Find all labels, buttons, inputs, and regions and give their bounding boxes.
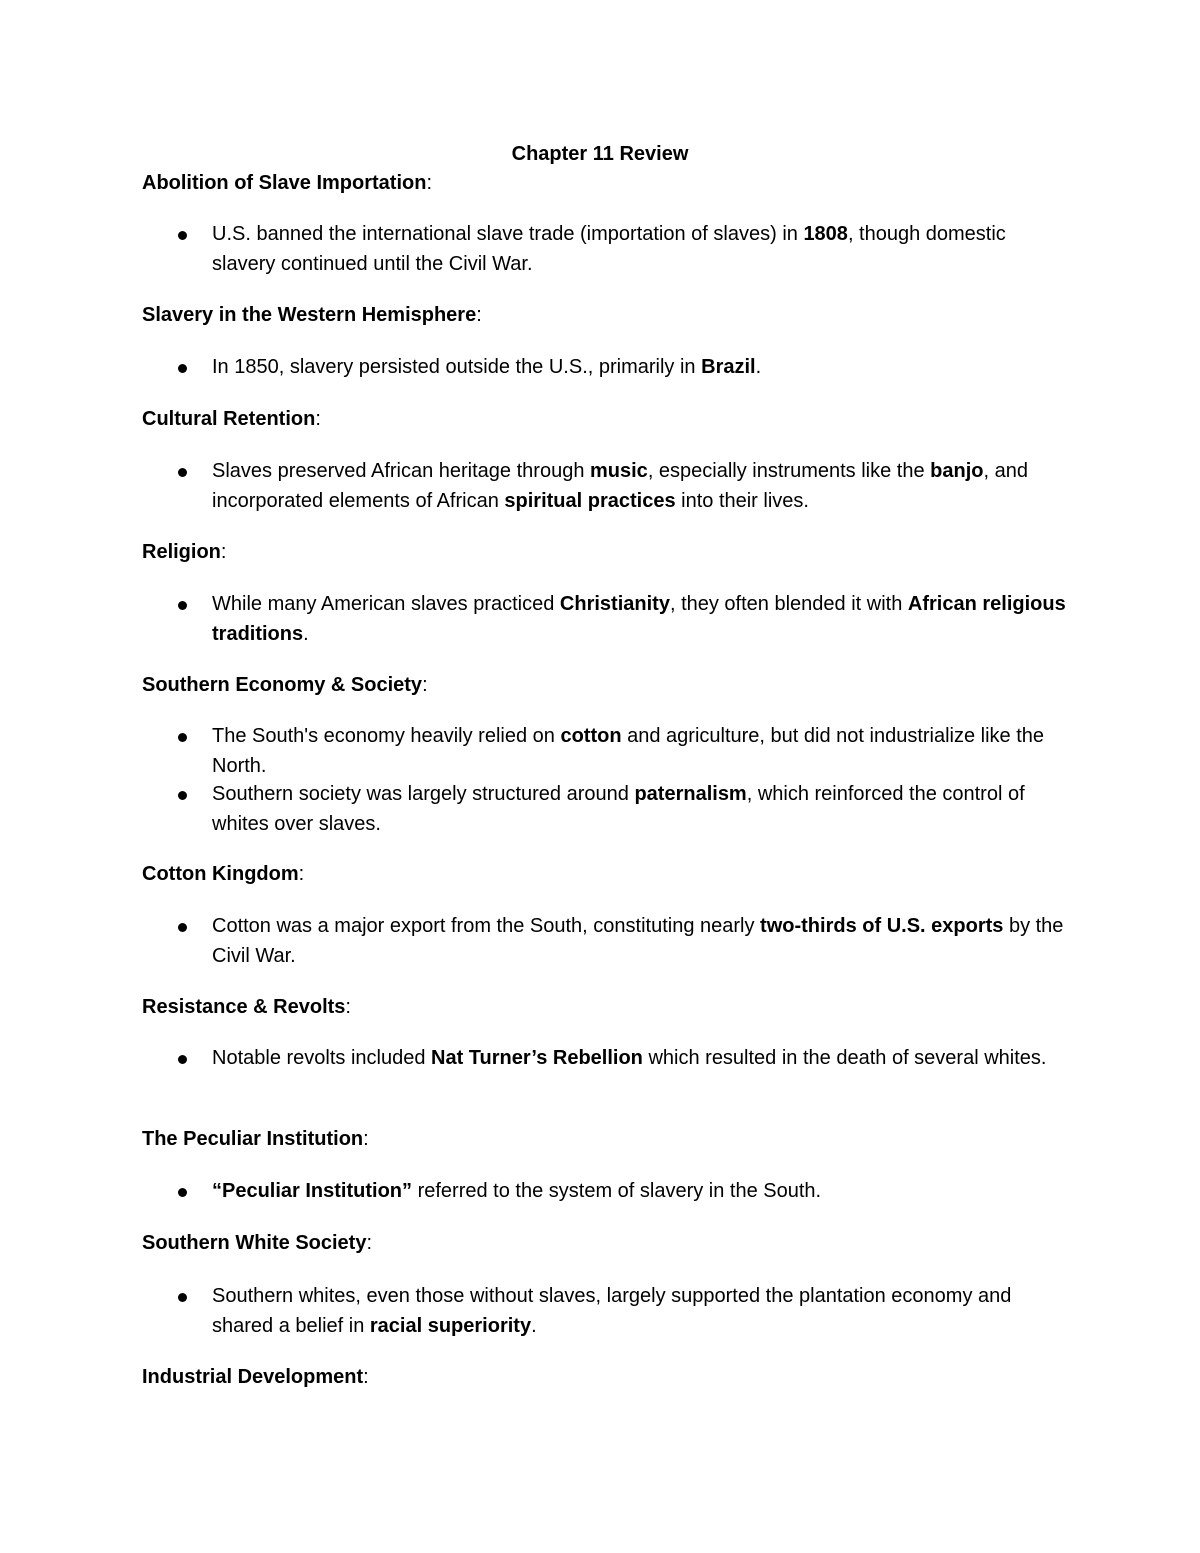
bullet-icon	[178, 733, 187, 742]
bullet-bold-text: paternalism	[634, 783, 747, 805]
section-heading-abolition	[142, 170, 432, 196]
heading-colon: :	[298, 863, 305, 885]
bullet-text: which resulted in the death of several whites.	[642, 1047, 1047, 1069]
bullet-text: , and incorporated elements of African	[212, 460, 1028, 512]
bullet-icon	[178, 468, 187, 477]
bullet-text: referred to the system of slavery in the South.	[412, 1180, 822, 1202]
section-heading-resistance	[142, 994, 351, 1020]
bullet-text: Southern society was largely structured around	[212, 783, 635, 805]
bullet-bold-text: two-thirds of U.S. exports	[760, 915, 1004, 937]
bullet-icon	[178, 364, 187, 373]
section-heading-cultural-retention	[142, 406, 321, 432]
heading-colon: :	[345, 996, 351, 1018]
bullet-icon	[178, 231, 187, 240]
bullet-text: by the Civil War.	[212, 915, 1064, 967]
list-item	[142, 1177, 1072, 1207]
bullet-bold-text: spiritual practices	[504, 489, 676, 512]
section-heading-religion	[142, 539, 226, 565]
bullet-icon	[178, 601, 187, 610]
bullet-icon	[178, 1293, 187, 1302]
list-item	[142, 912, 1072, 971]
list-item	[142, 590, 1072, 649]
heading-text: Southern White Society	[142, 1232, 367, 1254]
bullet-text: and agriculture, but did not industrialize like the North.	[212, 725, 1045, 777]
heading-text: Cultural Retention	[142, 408, 316, 430]
section-heading-peculiar-institution	[142, 1126, 369, 1152]
bullet-bold-text: “Peculiar Institution”	[212, 1180, 413, 1202]
list-item	[142, 1282, 1072, 1341]
section-heading-industrial-development	[142, 1364, 369, 1390]
list-item	[142, 353, 1072, 383]
bullet-icon	[178, 923, 187, 932]
bullet-text: , which reinforced the control of whites over slaves.	[212, 783, 1025, 835]
heading-text: The Peculiar Institution	[142, 1128, 364, 1150]
bullet-text: .	[755, 356, 762, 378]
list-item	[142, 220, 1072, 279]
heading-colon: :	[366, 1232, 373, 1254]
list-item	[142, 722, 1072, 781]
heading-colon: :	[220, 541, 227, 563]
section-heading-southern-white-society	[142, 1230, 372, 1256]
bullet-text: , they often blended it with	[669, 593, 908, 615]
heading-text: Resistance & Revolts	[142, 996, 346, 1018]
bullet-bold-text: 1808	[803, 223, 848, 245]
bullet-text: U.S. banned the international slave trade (importation of slaves) in	[212, 223, 804, 245]
heading-colon: :	[422, 674, 428, 696]
section-heading-western-hemisphere	[142, 302, 482, 328]
bullet-text: Southern whites, even those without slaves, largely supported the plantation economy and shared a belief in	[212, 1285, 1012, 1337]
bullet-bold-text: music	[590, 460, 648, 482]
list-item	[142, 780, 1072, 839]
bullet-text: Slaves preserved African heritage through	[212, 460, 590, 482]
heading-colon: :	[363, 1366, 369, 1388]
heading-colon: :	[315, 408, 321, 430]
bullet-bold-text: Brazil	[701, 356, 756, 378]
bullet-bold-text: cotton	[560, 725, 622, 747]
heading-text: Industrial Development	[142, 1366, 364, 1388]
heading-text: Abolition of Slave Importation	[142, 172, 427, 194]
section-heading-southern-economy	[142, 672, 428, 698]
heading-colon: :	[363, 1128, 369, 1150]
bullet-bold-text: Nat Turner’s Rebellion	[431, 1047, 643, 1069]
bullet-text: In 1850, slavery persisted outside the U.S., primarily in	[212, 356, 702, 378]
bullet-text: .	[531, 1314, 537, 1337]
heading-text: Slavery in the Western Hemisphere	[142, 304, 477, 326]
bullet-text: , especially instruments like the	[647, 460, 931, 482]
section-heading-cotton-kingdom	[142, 861, 304, 887]
bullet-bold-text: African religious traditions	[212, 593, 1066, 645]
heading-text: Cotton Kingdom	[142, 863, 299, 885]
page-title: Chapter 11 Review	[511, 143, 689, 165]
bullet-text: .	[303, 622, 309, 645]
bullet-icon	[178, 1188, 187, 1197]
bullet-text: Notable revolts included	[212, 1047, 432, 1069]
bullet-bold-text: Christianity	[559, 593, 670, 615]
heading-colon: :	[426, 172, 433, 194]
heading-text: Southern Economy & Society	[142, 674, 423, 696]
list-item	[142, 457, 1072, 516]
bullet-text: into their lives.	[675, 489, 809, 512]
bullet-bold-text: banjo	[930, 460, 984, 482]
bullet-bold-text: racial superiority	[369, 1314, 532, 1337]
bullet-text: While many American slaves practiced	[212, 593, 560, 615]
bullet-text: Cotton was a major export from the South, constituting nearly	[212, 915, 761, 937]
heading-colon: :	[476, 304, 482, 326]
bullet-text: The South's economy heavily relied on	[212, 725, 561, 747]
bullet-text: , though domestic slavery continued until the Civil War.	[212, 223, 1006, 275]
list-item	[142, 1044, 1072, 1074]
bullet-icon	[178, 791, 187, 800]
heading-text: Religion	[142, 541, 221, 563]
bullet-icon	[178, 1055, 187, 1064]
